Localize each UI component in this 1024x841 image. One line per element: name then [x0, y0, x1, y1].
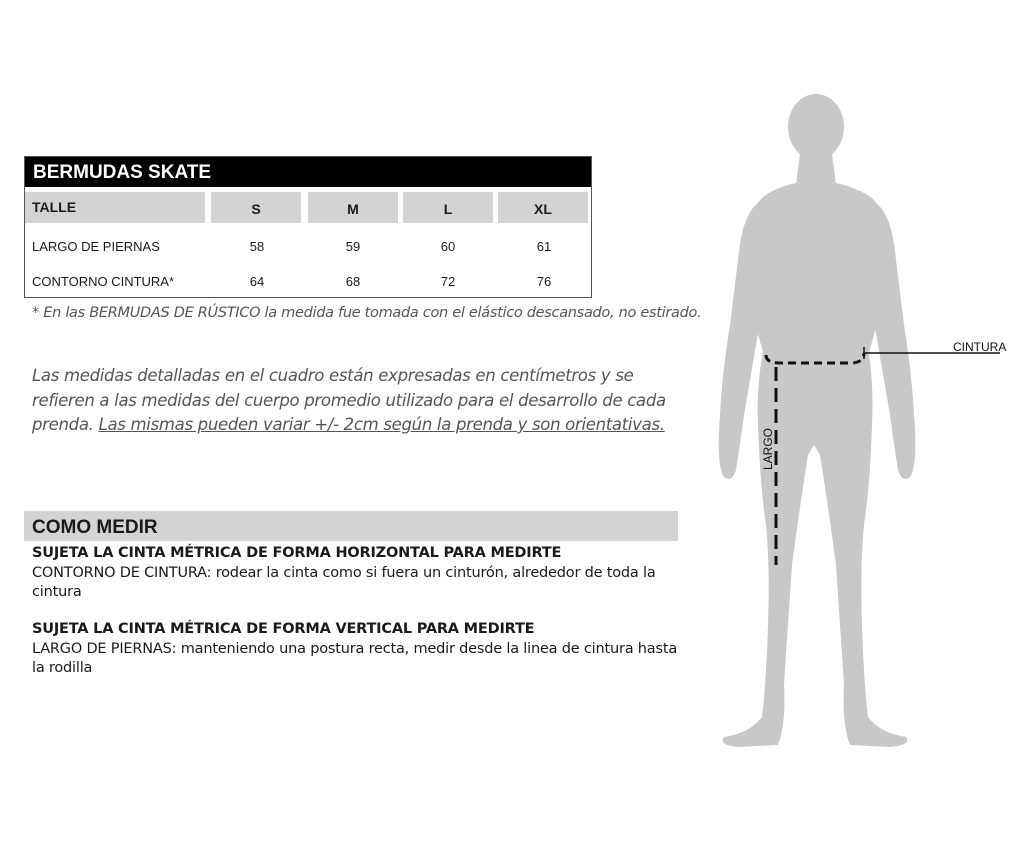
row-label: LARGO DE PIERNAS [32, 239, 160, 254]
table-cell: 60 [440, 239, 456, 254]
table-cell: 64 [249, 274, 265, 289]
instruction-heading: SUJETA LA CINTA MÉTRICA DE FORMA HORIZONTAL PARA MEDIRTE [32, 545, 562, 561]
table-title: BERMUDAS SKATE [25, 157, 591, 187]
table-cell: 68 [345, 274, 361, 289]
table-cell: 72 [440, 274, 456, 289]
leg-label: LARGO [761, 427, 775, 470]
description-underlined: Las mismas pueden variar +/- 2cm según la prenda y son orientativas. [98, 415, 665, 434]
table-row [25, 274, 591, 294]
instruction-block [32, 620, 682, 679]
header-talle: TALLE [25, 192, 205, 223]
instruction-text: LARGO DE PIERNAS: manteniendo una postura recta, medir desde la linea de cintura hasta la rodilla [32, 640, 678, 676]
table-cell: 59 [345, 239, 361, 254]
instruction-heading: SUJETA LA CINTA MÉTRICA DE FORMA VERTICAL PARA MEDIRTE [32, 621, 535, 637]
header-size-s: S [211, 192, 301, 223]
header-size-xl: XL [498, 192, 588, 223]
row-label: CONTORNO CINTURA* [32, 274, 175, 289]
header-size-m: M [308, 192, 398, 223]
table-cell: 58 [249, 239, 265, 254]
description-text: Las medidas detalladas en el cuadro están expresadas en centímetros y se refieren a las medidas del cuerpo promedio utilizado para el desarrollo de cada prenda. [32, 366, 666, 434]
footnote: * En las BERMUDAS DE RÚSTICO la medida fue tomada con el elástico descansado, no estirado. [32, 305, 702, 321]
table-cell: 76 [536, 274, 552, 289]
header-size-l: L [403, 192, 493, 223]
waist-label: CINTURA [953, 340, 1007, 354]
instruction-block [32, 544, 682, 603]
table-cell: 61 [536, 239, 552, 254]
body-silhouette-figure [700, 85, 1024, 755]
how-to-title: COMO MEDIR [24, 511, 678, 541]
size-table [24, 156, 592, 298]
description-note [32, 364, 682, 438]
human-silhouette-icon [719, 94, 916, 747]
table-row [25, 239, 591, 259]
instruction-text: CONTORNO DE CINTURA: rodear la cinta como si fuera un cinturón, alrededor de toda la cintura [32, 564, 656, 600]
table-header-row [25, 192, 591, 224]
